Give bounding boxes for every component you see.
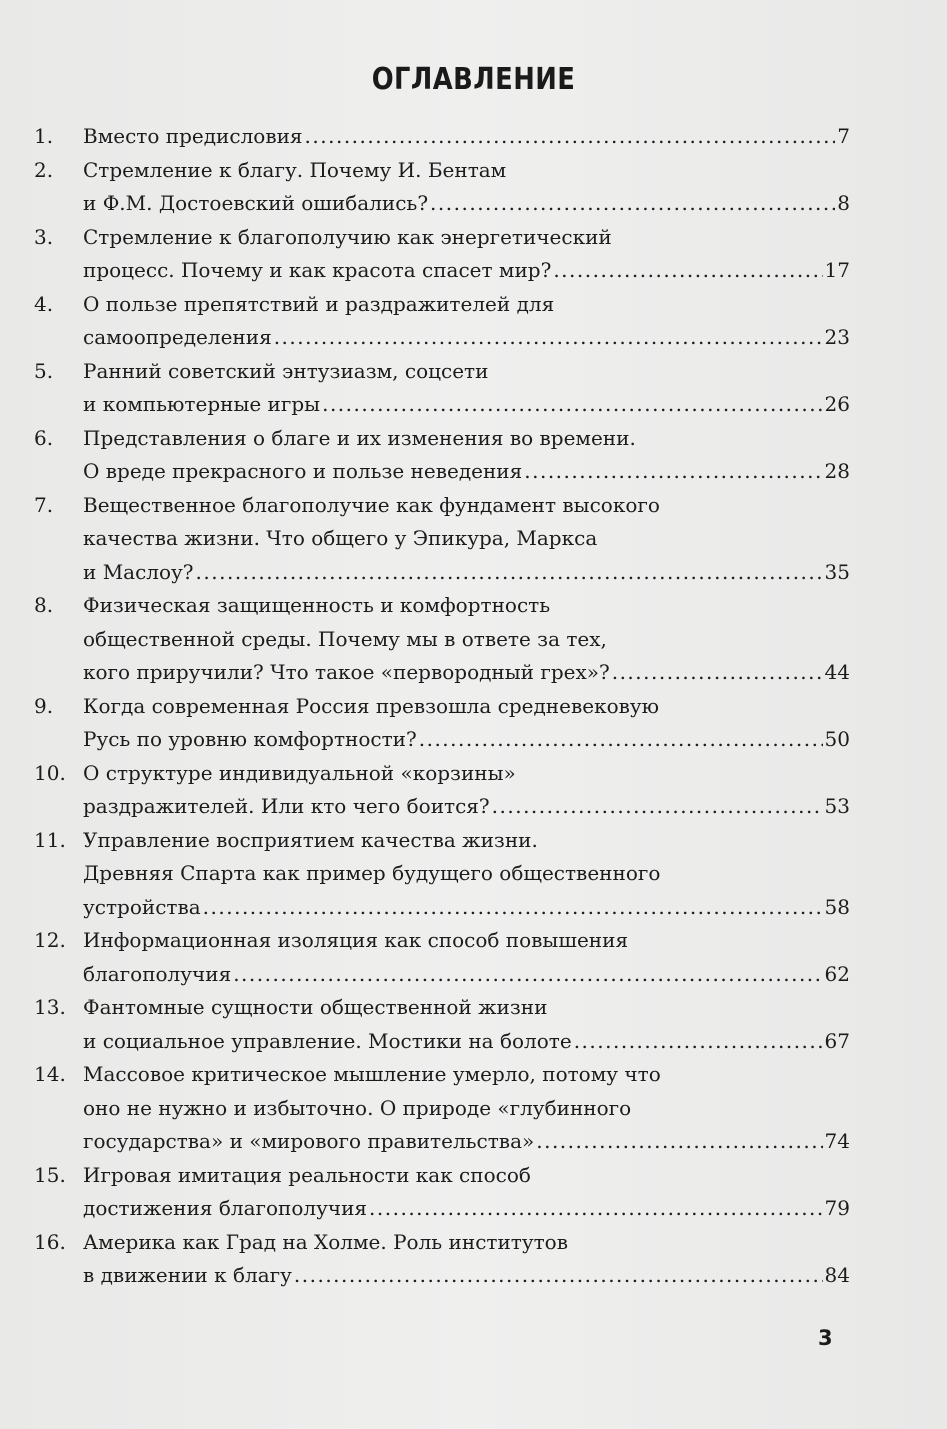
toc-entry [30,355,850,422]
toc-entry-line [83,455,850,489]
toc-entry-line: Древняя Спарта как пример будущего общественного [83,861,661,885]
toc-entry-line [83,254,850,288]
dot-leader [524,455,822,489]
dot-leader [430,187,835,221]
dot-leader [233,958,822,992]
dot-leader [294,1259,823,1293]
table-of-contents [30,120,850,1293]
toc-entry-line [83,187,850,221]
toc-entry-page: 84 [824,1263,850,1287]
dot-leader [274,321,823,355]
toc-entry-page: 17 [824,258,850,282]
toc-entry-line: Физическая защищенность и комфортность [83,593,551,617]
dot-leader [203,891,823,925]
dot-leader [322,388,822,422]
toc-entry-number: 13. [34,995,66,1019]
toc-entry-line: О пользе препятствий и раздражителей для [83,291,555,316]
dot-leader [553,254,822,288]
toc-entry-page: 28 [824,459,850,483]
toc-entry-page: 44 [824,660,850,684]
toc-entry-line: Стремление к благополучию как энергетический [83,224,612,249]
page-title: ОГЛАВЛЕНИЕ [371,62,576,97]
toc-entry-text: и социальное управление. Мостики на болоте [83,1028,572,1053]
toc-entry-text: достижения благополучия [83,1196,368,1220]
toc-entry-line: качества жизни. Что общего у Эпикура, Маркса [83,526,598,550]
toc-entry-line: Представления о благе и их изменения во времени. [83,425,636,450]
toc-entry [30,1058,850,1159]
toc-entry-line [83,1192,850,1226]
toc-entry-page: 62 [824,961,850,986]
toc-entry [30,924,850,991]
toc-entry-line: Вещественное благополучие как фундамент высокого [83,492,660,517]
toc-entry-number: 2. [34,157,54,182]
dot-leader [492,790,823,824]
toc-entry-line: Информационная изоляция как способ повышения [83,928,629,952]
toc-entry-page: 8 [837,191,850,215]
toc-entry [30,288,850,355]
toc-entry-number: 15. [34,1162,66,1187]
toc-entry-number: 6. [34,425,54,450]
toc-entry-page: 7 [837,124,850,148]
toc-entry-line [83,388,850,422]
toc-entry-line: Игровая имитация реальности как способ [83,1162,531,1187]
toc-entry [30,991,850,1058]
toc-entry-text: самоопределения [83,325,272,349]
toc-entry-number: 12. [34,928,66,952]
toc-entry [30,1159,850,1226]
toc-entry-number: 14. [34,1062,66,1086]
toc-entry-page: 26 [824,392,850,416]
toc-entry-text: Вместо предисловия [83,124,303,148]
toc-entry [30,757,850,824]
toc-entry-line [83,1025,850,1059]
toc-entry [30,120,850,154]
toc-entry-page: 50 [824,727,850,751]
toc-entry-line: Управление восприятием качества жизни. [83,827,538,852]
toc-entry-text: и Маслоу? [83,559,194,584]
toc-entry-text: О вреде прекрасного и пользе неведения [83,459,523,483]
toc-entry-text: благополучия [83,961,232,986]
toc-entry-page: 23 [824,325,850,349]
toc-entry-text: процесс. Почему и как красота спасет мир? [83,258,552,282]
page-number: 3 [818,1326,833,1350]
toc-entry-line: Массовое критическое мышление умерло, потому что [83,1062,661,1086]
toc-entry-line: Ранний советский энтузиазм, соцсети [83,358,489,383]
dot-leader [196,556,823,590]
toc-entry-page: 67 [824,1028,850,1053]
dot-leader [305,120,836,154]
toc-entry-line [83,321,850,355]
toc-entry-text: и компьютерные игры [83,392,321,416]
toc-entry-number: 3. [34,224,54,249]
toc-entry-line [83,790,850,824]
toc-entry [30,824,850,925]
dot-leader [369,1192,823,1226]
toc-entry-line: Стремление к благу. Почему И. Бентам [83,157,507,182]
toc-entry-text: в движении к благу [83,1263,292,1287]
toc-entry-page: 53 [824,794,850,818]
toc-entry [30,221,850,288]
toc-entry-line [83,120,850,154]
toc-entry-number: 1. [34,124,54,148]
dot-leader [536,1125,822,1159]
toc-entry-number: 16. [34,1229,66,1254]
toc-entry-line: Фантомные сущности общественной жизни [83,995,548,1019]
toc-entry [30,690,850,757]
toc-entry-line: Когда современная Россия превзошла средневековую [83,693,660,718]
toc-entry [30,589,850,690]
toc-entry [30,422,850,489]
toc-entry-page: 79 [824,1196,850,1220]
toc-entry-number: 4. [34,291,54,316]
toc-entry-line [83,656,850,690]
dot-leader [419,723,823,757]
toc-entry-number: 11. [34,827,66,852]
toc-entry-number: 7. [34,492,54,517]
toc-entry-text: государства» и «мирового правительства» [83,1129,535,1153]
toc-entry-text: и Ф.М. Достоевский ошибались? [83,191,429,215]
toc-entry-line [83,1259,850,1293]
toc-entry-line [83,958,850,992]
toc-entry-line: О структуре индивидуальной «корзины» [83,760,516,785]
toc-entry-number: 5. [34,358,54,383]
toc-entry-line: общественной среды. Почему мы в ответе за тех, [83,626,607,651]
toc-entry-text: устройства [83,894,201,919]
toc-entry-text: кого приручили? Что такое «первородный грех»? [83,660,610,684]
toc-entry-text: Русь по уровню комфортности? [83,727,417,751]
toc-entry [30,1226,850,1293]
toc-entry [30,154,850,221]
dot-leader [574,1025,823,1059]
toc-entry-page: 58 [824,894,850,919]
toc-entry-line [83,723,850,757]
toc-entry [30,489,850,590]
toc-entry-page: 74 [824,1129,850,1153]
toc-entry-line: Америка как Град на Холме. Роль институтов [83,1229,568,1254]
dot-leader [612,656,823,690]
toc-entry-number: 10. [34,760,66,785]
toc-entry-number: 9. [34,693,54,718]
toc-entry-text: раздражителей. Или кто чего боится? [83,794,490,818]
toc-entry-page: 35 [824,559,850,584]
toc-entry-number: 8. [34,593,54,617]
toc-entry-line [83,891,850,925]
toc-entry-line [83,556,850,590]
toc-entry-line [83,1125,850,1159]
toc-entry-line: оно не нужно и избыточно. О природе «глубинного [83,1095,632,1120]
